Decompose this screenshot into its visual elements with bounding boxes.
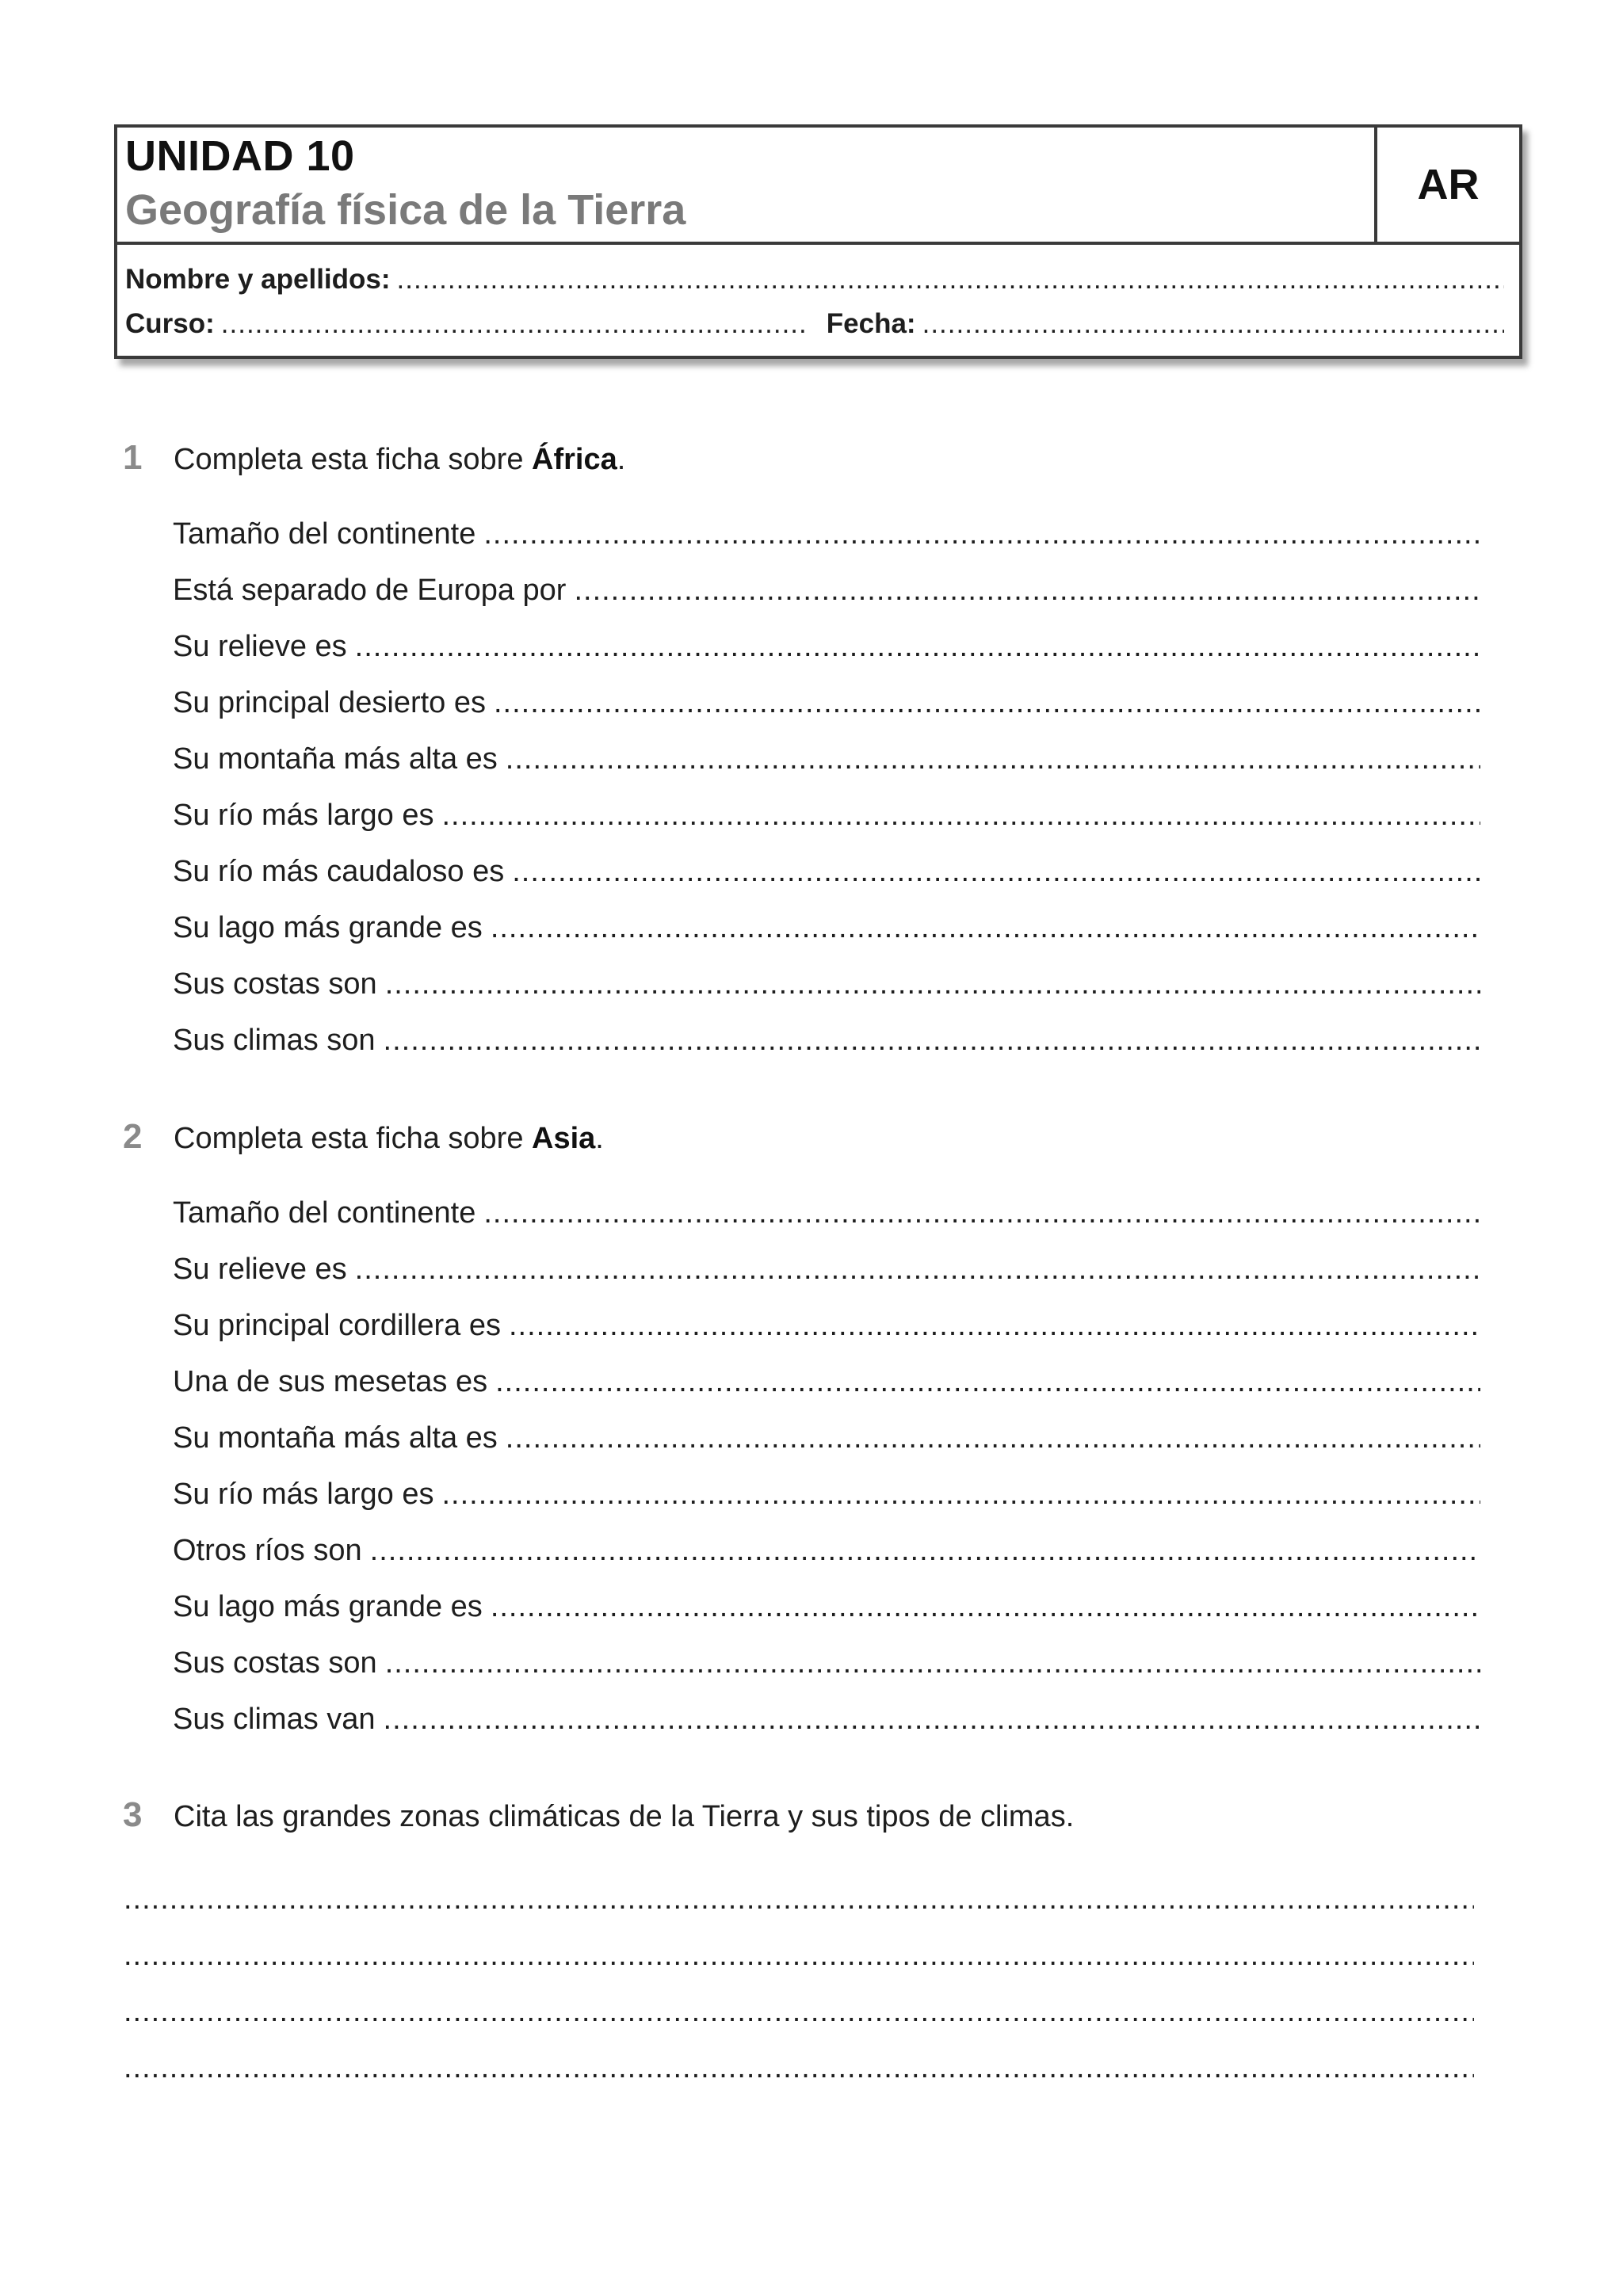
exercise-2-subject: Asia — [532, 1122, 596, 1155]
name-label: Nombre y apellidos: — [125, 264, 391, 295]
student-fields — [125, 264, 1504, 353]
fill-line[interactable]: Su montaña más alta es ..... — [173, 1421, 1480, 1477]
exercise-2-number: 2 — [123, 1117, 143, 1156]
date-dotted-line[interactable] — [922, 308, 1504, 353]
exercise-2-heading — [123, 1117, 604, 1165]
exercise-3-answer-lines — [124, 1882, 1474, 2107]
worksheet-header — [114, 124, 1522, 359]
exercise-1-heading — [123, 438, 625, 486]
fill-line[interactable]: Su lago más grande es ..... — [173, 1589, 1480, 1646]
fill-line[interactable]: Sus climas van ..... — [173, 1702, 1480, 1758]
date-label: Fecha: — [826, 308, 916, 339]
answer-line[interactable] — [124, 1995, 1474, 2051]
answer-line[interactable] — [124, 1882, 1474, 1939]
exercise-3-number: 3 — [123, 1795, 143, 1834]
level-badge: AR — [1417, 161, 1480, 208]
exercise-1-fill-lines — [173, 517, 1480, 1079]
exercise-1-subject: África — [532, 443, 617, 476]
fill-line[interactable]: Su montaña más alta es ..... — [173, 742, 1480, 798]
fill-line[interactable]: Su río más caudaloso es ..... — [173, 854, 1480, 910]
exercise-2-fill-lines — [173, 1196, 1480, 1758]
course-dotted-line[interactable] — [221, 308, 808, 353]
fill-line[interactable]: Sus climas son ..... — [173, 1023, 1480, 1079]
fill-line[interactable]: Su relieve es ..... — [173, 629, 1480, 685]
course-label: Curso: — [125, 308, 215, 339]
fill-line[interactable]: Su principal desierto es ..... — [173, 685, 1480, 742]
fill-line[interactable]: Otros ríos son ..... — [173, 1533, 1480, 1589]
fill-line[interactable]: Su relieve es ..... — [173, 1252, 1480, 1308]
fill-line[interactable]: Está separado de Europa por ..... — [173, 573, 1480, 629]
header-title-row — [117, 128, 1519, 245]
answer-line[interactable] — [124, 2051, 1474, 2107]
fill-line[interactable]: Su río más largo es ..... — [173, 1477, 1480, 1533]
fill-line[interactable]: Tamaño del continente ..... — [173, 517, 1480, 573]
fill-line[interactable]: Su río más largo es ..... — [173, 798, 1480, 854]
fill-line[interactable]: Su principal cordillera es ..... — [173, 1308, 1480, 1364]
course-date-row — [125, 308, 1504, 353]
unit-label: UNIDAD 10 — [125, 132, 355, 180]
fill-line[interactable]: Tamaño del continente ..... — [173, 1196, 1480, 1252]
name-dotted-line[interactable] — [397, 264, 1504, 308]
unit-subtitle: Geografía física de la Tierra — [125, 186, 686, 234]
exercise-3-prompt: Cita las grandes zonas climáticas de la Tierra y sus tipos de climas. — [174, 1800, 1075, 1833]
fill-line[interactable]: Una de sus mesetas es ..... — [173, 1364, 1480, 1421]
title-cell — [117, 128, 1377, 242]
fill-line[interactable]: Su lago más grande es ..... — [173, 910, 1480, 967]
answer-line[interactable] — [124, 1939, 1474, 1995]
fill-line[interactable]: Sus costas son ..... — [173, 1646, 1480, 1702]
exercise-1-prompt: Completa esta ficha sobre África. — [174, 443, 626, 476]
exercise-3-heading — [123, 1795, 1074, 1843]
exercise-1-number: 1 — [123, 438, 143, 477]
exercise-2-prompt: Completa esta ficha sobre Asia. — [174, 1122, 604, 1155]
fill-line[interactable]: Sus costas son ..... — [173, 967, 1480, 1023]
name-field[interactable] — [125, 264, 1504, 308]
